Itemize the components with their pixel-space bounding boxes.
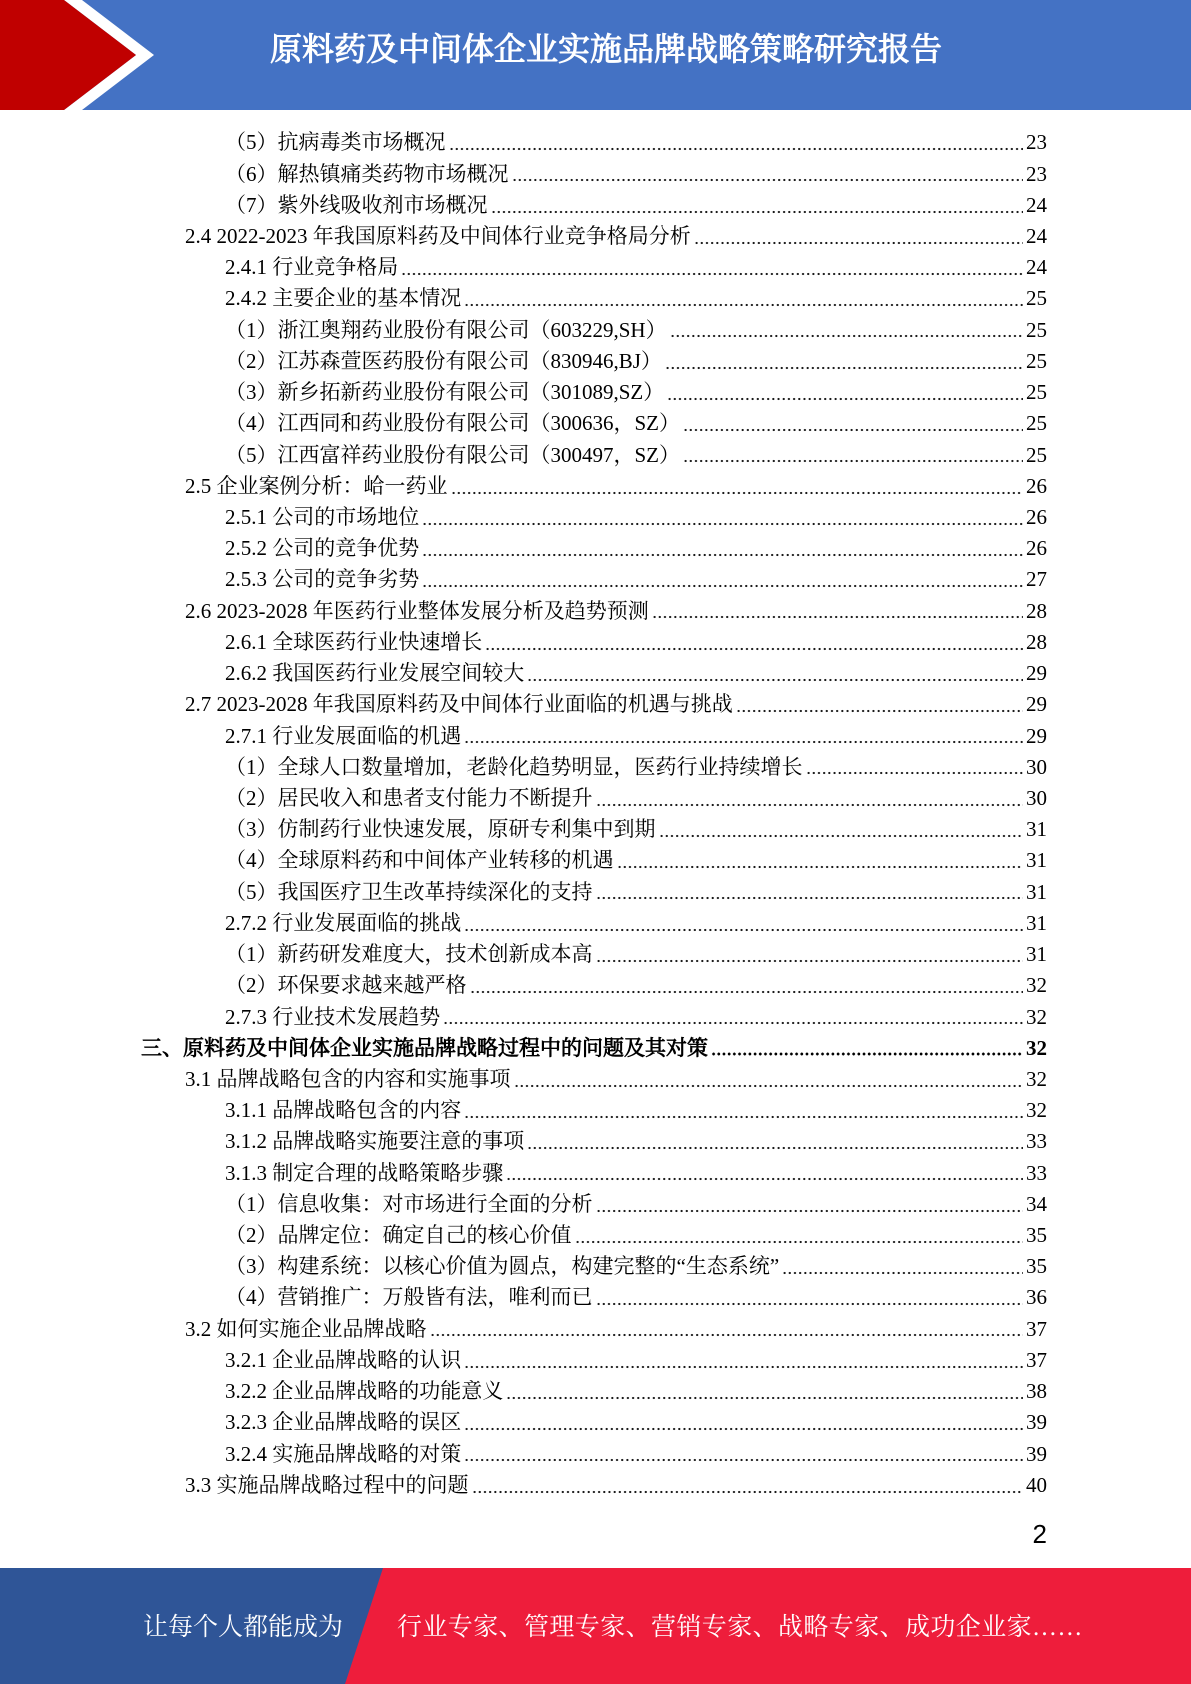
toc-entry-subsection[interactable]: [0, 1376, 1047, 1407]
toc-entry-title: 2.7.2 行业发展面临的挑战: [225, 910, 462, 935]
dot-leader: [806, 752, 1024, 783]
table-of-contents: [0, 127, 1047, 1501]
toc-entry-subsection[interactable]: [0, 283, 1047, 314]
toc-entry-page: 25: [1026, 411, 1047, 436]
toc-entry-title: （3）新乡拓新药业股份有限公司（301089,SZ）: [225, 380, 665, 405]
toc-entry-subsection[interactable]: [0, 908, 1047, 939]
toc-entry-page: 32: [1026, 1035, 1047, 1060]
toc-entry-title: 2.5 企业案例分析：峆一药业: [185, 473, 448, 498]
toc-entry-page: 28: [1026, 598, 1047, 623]
toc-entry-item[interactable]: [0, 1189, 1047, 1220]
toc-entry-subsection[interactable]: [0, 502, 1047, 533]
toc-entry-title: （2）品牌定位：确定自己的核心价值: [225, 1223, 572, 1248]
dot-leader: [596, 1189, 1024, 1220]
dot-leader: [443, 1002, 1023, 1033]
toc-entry-item[interactable]: [0, 315, 1047, 346]
toc-entry-page: 28: [1026, 629, 1047, 654]
footer-banner: [0, 1568, 1191, 1684]
toc-entry-section[interactable]: [0, 1064, 1047, 1095]
dot-leader: [485, 627, 1023, 658]
toc-entry-title: （5）江西富祥药业股份有限公司（300497，SZ）: [225, 442, 681, 467]
toc-entry-title: 2.4.2 主要企业的基本情况: [225, 286, 462, 311]
toc-entry-item[interactable]: [0, 159, 1047, 190]
toc-entry-page: 26: [1026, 505, 1047, 530]
toc-entry-page: 23: [1026, 161, 1047, 186]
toc-entry-page: 30: [1026, 754, 1047, 779]
toc-entry-item[interactable]: [0, 1251, 1047, 1282]
toc-entry-page: 24: [1026, 255, 1047, 280]
toc-entry-page: 39: [1026, 1410, 1047, 1435]
footer-slogan-roles: 行业专家、管理专家、营销专家、战略专家、成功企业家……: [397, 1614, 1083, 1641]
dot-leader: [464, 1439, 1023, 1470]
toc-entry-subsection[interactable]: [0, 1158, 1047, 1189]
toc-entry-item[interactable]: [0, 1282, 1047, 1313]
report-title: 原料药及中间体企业实施品牌战略策略研究报告: [270, 31, 943, 67]
toc-entry-item[interactable]: [0, 877, 1047, 908]
dot-leader: [527, 658, 1023, 689]
toc-entry-title: 2.5.1 公司的市场地位: [225, 505, 420, 530]
dot-leader: [464, 283, 1023, 314]
dot-leader: [451, 471, 1024, 502]
toc-entry-page: 23: [1026, 130, 1047, 155]
dot-leader: [422, 502, 1023, 533]
toc-entry-item[interactable]: [0, 939, 1047, 970]
dot-leader: [514, 1064, 1024, 1095]
toc-entry-title: 2.7 2023-2028 年我国原料药及中间体行业面临的机遇与挑战: [185, 692, 733, 717]
toc-entry-item[interactable]: [0, 127, 1047, 158]
dot-leader: [506, 1376, 1023, 1407]
toc-entry-title: （2）环保要求越来越严格: [225, 973, 467, 998]
toc-entry-subsection[interactable]: [0, 721, 1047, 752]
toc-entry-page: 25: [1026, 317, 1047, 342]
toc-entry-title: 2.5.3 公司的竞争劣势: [225, 567, 420, 592]
toc-entry-item[interactable]: [0, 970, 1047, 1001]
toc-entry-title: 2.4 2022-2023 年我国原料药及中间体行业竞争格局分析: [185, 224, 691, 249]
toc-entry-title: 3.2.3 企业品牌战略的误区: [225, 1410, 462, 1435]
toc-entry-page: 26: [1026, 473, 1047, 498]
toc-entry-item[interactable]: [0, 190, 1047, 221]
toc-entry-title: 3.2.1 企业品牌战略的认识: [225, 1347, 462, 1372]
dot-leader: [472, 1470, 1024, 1501]
toc-entry-title: （4）江西同和药业股份有限公司（300636，SZ）: [225, 411, 681, 436]
dot-leader: [667, 377, 1023, 408]
toc-entry-title: 3.3 实施品牌战略过程中的问题: [185, 1472, 469, 1497]
dot-leader: [617, 845, 1024, 876]
dot-leader: [430, 1314, 1024, 1345]
toc-entry-title: （6）解热镇痛类药物市场概况: [225, 161, 509, 186]
toc-entry-page: 31: [1026, 848, 1047, 873]
footer-slogan-lead: 让每个人都能成为: [143, 1614, 344, 1641]
toc-entry-page: 29: [1026, 723, 1047, 748]
dot-leader: [683, 440, 1023, 471]
toc-entry-title: （7）紫外线吸收剂市场概况: [225, 192, 488, 217]
toc-entry-item[interactable]: [0, 783, 1047, 814]
dot-leader: [665, 346, 1023, 377]
dot-leader: [527, 1126, 1023, 1157]
toc-entry-page: 29: [1026, 692, 1047, 717]
toc-entry-item[interactable]: [0, 377, 1047, 408]
toc-entry-subsection[interactable]: [0, 627, 1047, 658]
toc-entry-page: 35: [1026, 1223, 1047, 1248]
toc-entry-title: 3.2.2 企业品牌战略的功能意义: [225, 1379, 504, 1404]
dot-leader: [464, 1407, 1023, 1438]
dot-leader: [596, 1282, 1024, 1313]
toc-entry-title: （3）仿制药行业快速发展，原研专利集中到期: [225, 817, 656, 842]
toc-entry-subsection[interactable]: [0, 533, 1047, 564]
toc-entry-subsection[interactable]: [0, 658, 1047, 689]
dot-leader: [464, 1095, 1023, 1126]
toc-entry-page: 25: [1026, 380, 1047, 405]
dot-leader: [596, 877, 1024, 908]
page-number: 2: [1032, 1519, 1047, 1549]
toc-entry-title: （2）居民收入和患者支付能力不断提升: [225, 785, 593, 810]
toc-entry-page: 31: [1026, 942, 1047, 967]
toc-entry-page: 34: [1026, 1191, 1047, 1216]
dot-leader: [491, 190, 1024, 221]
dot-leader: [464, 908, 1023, 939]
toc-entry-section[interactable]: [0, 689, 1047, 720]
toc-entry-item[interactable]: [0, 814, 1047, 845]
toc-entry-item[interactable]: [0, 408, 1047, 439]
dot-leader: [736, 689, 1023, 720]
toc-entry-item[interactable]: [0, 752, 1047, 783]
toc-entry-page: 32: [1026, 1004, 1047, 1029]
dot-leader: [596, 783, 1024, 814]
toc-entry-title: 2.7.1 行业发展面临的机遇: [225, 723, 462, 748]
toc-entry-title: 3.1 品牌战略包含的内容和实施事项: [185, 1066, 511, 1091]
dot-leader: [596, 939, 1024, 970]
toc-entry-page: 40: [1026, 1472, 1047, 1497]
toc-entry-page: 25: [1026, 286, 1047, 311]
dot-leader: [422, 533, 1023, 564]
toc-entry-item[interactable]: [0, 845, 1047, 876]
toc-entry-title: （1）全球人口数量增加，老龄化趋势明显，医药行业持续增长: [225, 754, 803, 779]
dot-leader: [464, 1345, 1023, 1376]
dot-leader: [401, 252, 1023, 283]
toc-entry-subsection[interactable]: [0, 252, 1047, 283]
toc-entry-item[interactable]: [0, 346, 1047, 377]
toc-entry-page: 31: [1026, 910, 1047, 935]
toc-entry-title: 3.1.2 品牌战略实施要注意的事项: [225, 1129, 525, 1154]
toc-entry-title: 3.2.4 实施品牌战略的对策: [225, 1441, 462, 1466]
toc-entry-subsection[interactable]: [0, 564, 1047, 595]
toc-entry-title: 3.1.3 制定合理的战略策略步骤: [225, 1160, 504, 1185]
toc-entry-page: 32: [1026, 1098, 1047, 1123]
toc-entry-title: （4）全球原料药和中间体产业转移的机遇: [225, 848, 614, 873]
dot-leader: [711, 1033, 1023, 1064]
toc-entry-title: 2.6 2023-2028 年医药行业整体发展分析及趋势预测: [185, 598, 649, 623]
toc-entry-section[interactable]: [0, 1470, 1047, 1501]
dot-leader: [670, 315, 1023, 346]
toc-entry-page: 38: [1026, 1379, 1047, 1404]
toc-entry-title: 2.5.2 公司的竞争优势: [225, 536, 420, 561]
toc-entry-page: 24: [1026, 224, 1047, 249]
toc-entry-subsection[interactable]: [0, 1407, 1047, 1438]
toc-entry-page: 33: [1026, 1160, 1047, 1185]
toc-entry-page: 25: [1026, 442, 1047, 467]
toc-entry-page: 31: [1026, 817, 1047, 842]
toc-entry-item[interactable]: [0, 440, 1047, 471]
toc-entry-page: 35: [1026, 1254, 1047, 1279]
toc-entry-title: （4）营销推广：万般皆有法，唯利而已: [225, 1285, 593, 1310]
toc-entry-title: 3.1.1 品牌战略包含的内容: [225, 1098, 462, 1123]
dot-leader: [422, 564, 1023, 595]
toc-entry-subsection[interactable]: [0, 1095, 1047, 1126]
toc-entry-page: 37: [1026, 1347, 1047, 1372]
toc-entry-page: 27: [1026, 567, 1047, 592]
toc-entry-page: 24: [1026, 192, 1047, 217]
toc-entry-section[interactable]: [0, 596, 1047, 627]
dot-leader: [512, 159, 1024, 190]
dot-leader: [449, 127, 1024, 158]
toc-entry-section[interactable]: [0, 471, 1047, 502]
toc-entry-page: 31: [1026, 879, 1047, 904]
toc-entry-title: （2）江苏森萱医药股份有限公司（830946,BJ）: [225, 348, 662, 373]
toc-entry-section[interactable]: [0, 1314, 1047, 1345]
dot-leader: [575, 1220, 1024, 1251]
header-banner: [0, 0, 1191, 110]
dot-leader: [470, 970, 1024, 1001]
toc-entry-section[interactable]: [0, 221, 1047, 252]
toc-entry-title: （1）新药研发难度大，技术创新成本高: [225, 942, 593, 967]
dot-leader: [506, 1158, 1023, 1189]
toc-entry-chapter[interactable]: [0, 1033, 1047, 1064]
toc-entry-title: （1）信息收集：对市场进行全面的分析: [225, 1191, 593, 1216]
toc-entry-page: 32: [1026, 973, 1047, 998]
toc-entry-page: 36: [1026, 1285, 1047, 1310]
toc-entry-subsection[interactable]: [0, 1126, 1047, 1157]
toc-entry-title: 2.7.3 行业技术发展趋势: [225, 1004, 441, 1029]
toc-entry-page: 30: [1026, 785, 1047, 810]
toc-entry-page: 37: [1026, 1316, 1047, 1341]
toc-entry-title: 2.4.1 行业竞争格局: [225, 255, 399, 280]
toc-entry-title: （5）抗病毒类市场概况: [225, 130, 446, 155]
toc-entry-title: 2.6.1 全球医药行业快速增长: [225, 629, 483, 654]
toc-entry-subsection[interactable]: [0, 1002, 1047, 1033]
toc-entry-page: 26: [1026, 536, 1047, 561]
toc-entry-title: （5）我国医疗卫生改革持续深化的支持: [225, 879, 593, 904]
dot-leader: [652, 596, 1023, 627]
toc-entry-page: 39: [1026, 1441, 1047, 1466]
toc-entry-title: 3.2 如何实施企业品牌战略: [185, 1316, 427, 1341]
dot-leader: [694, 221, 1023, 252]
toc-entry-page: 32: [1026, 1066, 1047, 1091]
dot-leader: [464, 721, 1023, 752]
toc-entry-title: 三、原料药及中间体企业实施品牌战略过程中的问题及其对策: [141, 1035, 708, 1060]
toc-entry-page: 25: [1026, 348, 1047, 373]
toc-entry-title: 2.6.2 我国医药行业发展空间较大: [225, 661, 525, 686]
dot-leader: [683, 408, 1023, 439]
dot-leader: [782, 1251, 1023, 1282]
toc-entry-subsection[interactable]: [0, 1345, 1047, 1376]
toc-entry-title: （3）构建系统：以核心价值为圆点，构建完整的“生态系统”: [225, 1254, 780, 1279]
toc-entry-page: 33: [1026, 1129, 1047, 1154]
toc-entry-title: （1）浙江奥翔药业股份有限公司（603229,SH）: [225, 317, 667, 342]
toc-entry-item[interactable]: [0, 1220, 1047, 1251]
dot-leader: [659, 814, 1024, 845]
toc-entry-page: 29: [1026, 661, 1047, 686]
toc-entry-subsection[interactable]: [0, 1439, 1047, 1470]
